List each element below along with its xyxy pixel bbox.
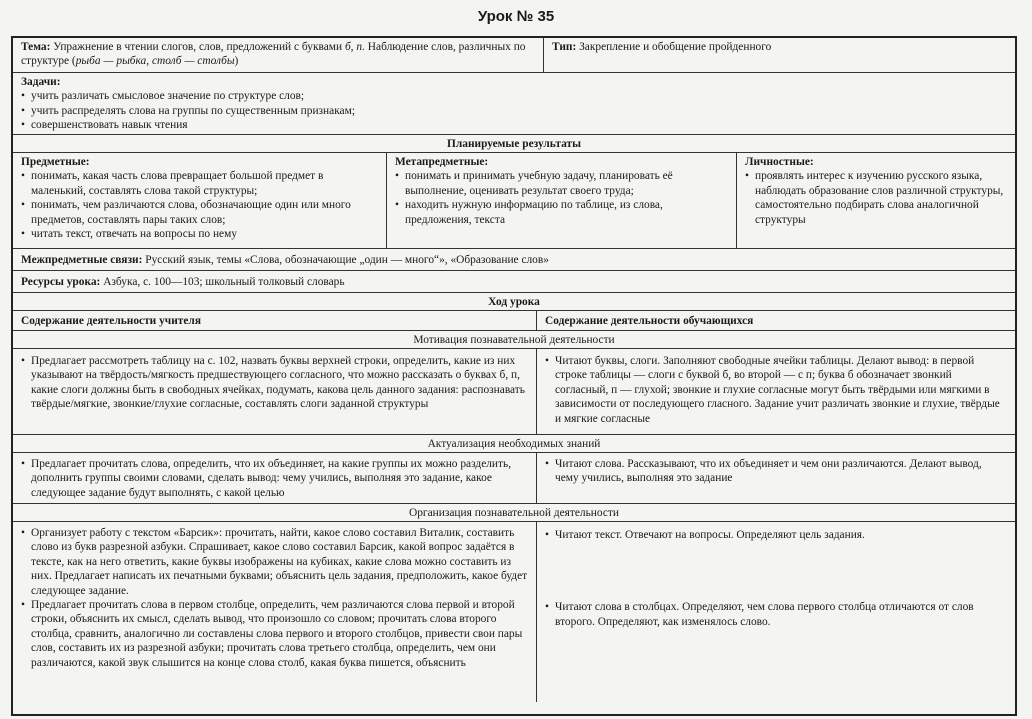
type-text: Закрепление и обобщение пройденного [579,41,772,53]
subject-results-label: Предметные: [21,156,90,168]
teacher-activity-item: • Организует работу с текстом «Барсик»: прочитать, найти, какое слово составил Виталик, составить слово из букв разрезной азбуки. Спрашивает, какое слово составил Барсик, какой вопрос задаётся в тексте, как на него ответить, какие буквы изображены на кубиках, какие слова можно составить из них. Предлагает написать их печатными буквами; объяснить цель задания, предположить, какое будет следующее задание. [21,526,528,598]
result-item: • читать текст, отвечать на вопросы по нему [21,227,378,241]
meta-results-cell [386,153,736,248]
subject-results-cell [13,153,386,248]
stage-header-row [13,331,1015,349]
teacher-activity-item: • Предлагает прочитать слова, определить, что их объединяет, на какие группы их можно разделить, дополнить группы своими словами, сделать вывод: чему учились, выполняя это задание, какое следующее задание будут выполнять, с какой целью [21,457,528,500]
task-item: • совершенствовать навык чтения [21,118,1007,132]
stage-content-row [13,522,1015,702]
stage-header-row [13,435,1015,453]
result-item: • понимать, какая часть слова превращает большой предмет в маленький, составлять слова такой структуры; [21,169,378,198]
resources-cell [13,271,1015,292]
topic-text-after: ) [234,55,239,68]
topic-text-before: Упражнение в чтении слогов, слов, предложений с буквами [53,41,343,53]
topic-examples: рыба — рыбка, столб — столбы [75,55,235,68]
stage-header-row [13,504,1015,522]
stage-name: Мотивация познавательной деятельности [413,334,615,346]
task-item: • учить распределять слова на группы по существенным признакам; [21,104,1007,118]
type-cell [543,38,1015,72]
planned-results-header: Планируемые результаты [447,138,581,150]
course-columns-row [13,311,1015,331]
stage-content-row [13,453,1015,504]
student-activity-cell [536,453,1015,503]
personal-results-list [745,169,1007,227]
subject-results-list [21,169,378,241]
personal-results-label: Личностные: [745,156,814,168]
course-header-row [13,293,1015,311]
tasks-cell [13,73,1015,134]
personal-results-cell [736,153,1015,248]
resources-text: Азбука, с. 100—103; школьный толковый словарь [103,276,345,288]
stage-name: Актуализация необходимых знаний [427,438,601,450]
tasks-row [13,73,1015,135]
meta-results-list [395,169,728,227]
course-header: Ход урока [488,296,540,308]
result-item: • понимать, чем различаются слова, обозначающие один или много предметов, составлять пары таких слов; [21,198,378,227]
tasks-label: Задачи: [21,76,61,88]
tasks-list [21,89,1007,132]
student-activity-item: • Читают текст. Отвечают на вопросы. Определяют цель задания. [545,528,1007,542]
planned-results-header-row [13,135,1015,153]
result-item: • находить нужную информацию по таблице, из слова, предложения, текста [395,198,728,227]
student-activity-cell [536,349,1015,434]
topic-letters: б, п. [344,41,365,53]
teacher-activity-item: • Предлагает рассмотреть таблицу на с. 102, назвать буквы верхней строки, определить, какие из них указывают на твёрдость/мягкость предшествующего согласного, что можно рассказать о буквах б, п, какие слоги должны быть в свободных ячейках, подумать, какова цель данного задания: распознавать твёрдые/мягкие, звонкие/глухие согласные, составлять слоги заданной структуры [21,354,528,412]
teacher-activity-item: • Предлагает прочитать слова в первом столбце, определить, чем различаются слова первой и второй строки, объяснить их смысл, сделать вывод, что произошло со словом; прочитать слова второго столбца, сравнить, аналогично ли составлены слова первого и второго столбцов, привести свои пары слов, составить их из разрезной азбуки; прочитать слова третьего столбца, определить, чем они различаются, какой звук слышится на конце слова столб, какая буква пишется, объяснить [21,598,528,670]
stage-name: Организация познавательной деятельности [409,507,619,519]
stage-content-row [13,349,1015,435]
student-activity-item: • Читают буквы, слоги. Заполняют свободные ячейки таблицы. Делают вывод: в первой строке таблицы — слоги с буквой б, во второй — с п; буква б обозначает звонкий согласный, п — глухой; звонкие и глухие согласные могут быть твёрдыми или мягкими в зависимости от последующего гласного. Задание учит различать звонкие и глухие, твёрдые и мягкие согласные [545,354,1007,426]
task-item: • учить различать смысловое значение по структуре слов; [21,89,1007,103]
resources-row [13,271,1015,293]
topic-cell [13,38,543,72]
interdisciplinary-label: Межпредметные связи: [21,254,143,266]
teacher-column-header: Содержание деятельности учителя [21,315,201,327]
result-item: • проявлять интерес к изучению русского языка, наблюдать образование слов различной структуры, самостоятельно подбирать слова аналогичной структуры [745,169,1007,227]
teacher-activity-cell [13,453,536,503]
planned-results-row [13,153,1015,249]
lesson-table [11,36,1017,716]
student-activity-item: • Читают слова. Рассказывают, что их объединяет и чем они различаются. Делают вывод, чему учились, выполняя это задание [545,457,1007,486]
student-column-header: Содержание деятельности обучающихся [536,311,1015,330]
meta-results-label: Метапредметные: [395,156,489,168]
result-item: • понимать и принимать учебную задачу, планировать её выполнение, оценивать результат своего труда; [395,169,728,198]
topic-text-middle: Наблюдение слов, различных по структуре ( [21,41,526,68]
resources-label: Ресурсы урока: [21,276,101,288]
interdisciplinary-text: Русский язык, темы «Слова, обозначающие „один — много“», «Образование слов» [145,254,549,266]
interdisciplinary-row [13,249,1015,271]
type-label: Тип: [552,41,577,53]
teacher-activity-cell [13,522,536,702]
teacher-activity-cell [13,349,536,434]
interdisciplinary-cell [13,249,1015,270]
topic-label: Тема: [21,41,51,53]
page-title: Урок № 35 [477,8,555,25]
topic-row [13,38,1015,73]
student-activity-item: • Читают слова в столбцах. Определяют, чем слова первого столбца отличаются от слов второго. Определяют, как изменялось слово. [545,600,1007,629]
student-activity-cell [536,522,1015,702]
